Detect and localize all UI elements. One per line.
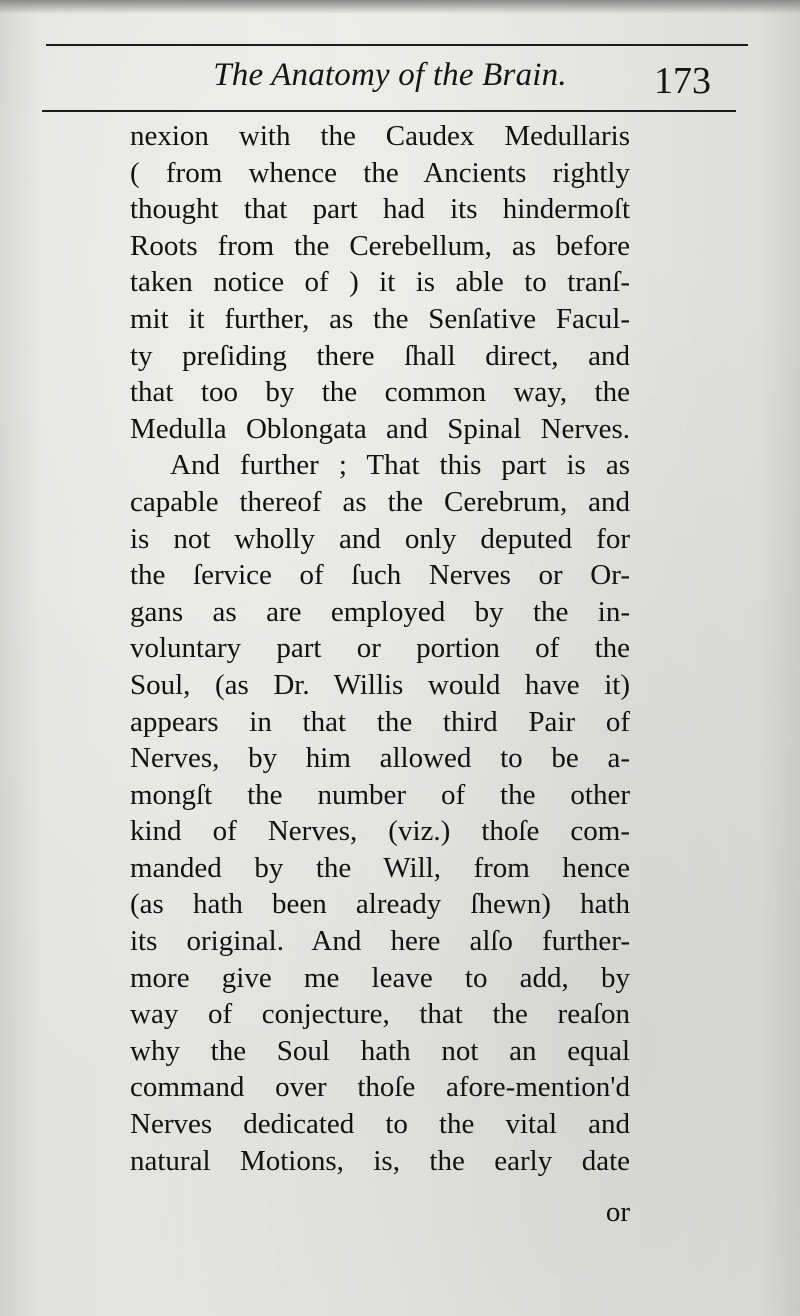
text-line: kind of Nerves, (viz.) thoſe com- <box>130 815 630 848</box>
text-line: voluntary part or portion of the <box>130 632 630 665</box>
text-line: Medulla Oblongata and Spinal Nerves. <box>130 412 630 445</box>
text-line: mit it further, as the Senſative Facul- <box>130 302 630 335</box>
text-line: manded by the Will, from hence <box>130 851 630 884</box>
text-line: the ſervice of ſuch Nerves or Or- <box>130 559 630 592</box>
text-line: way of conjecture, that the reaſon <box>130 998 630 1031</box>
text-line: ty preſiding there ſhall direct, and <box>130 339 630 372</box>
text-line: is not wholly and only deputed for <box>130 522 630 555</box>
text-line: command over thoſe afore-mention'd <box>130 1071 630 1104</box>
text-line: Nerves, by him allowed to be a- <box>130 742 630 775</box>
text-line: why the Soul hath not an equal <box>130 1034 630 1067</box>
header-rule-bottom <box>42 110 736 112</box>
running-head: The Anatomy of the Brain. <box>213 57 567 93</box>
text-line: more give me leave to add, by <box>130 961 630 994</box>
text-line: its original. And here alſo further- <box>130 925 630 958</box>
header-rule-top <box>46 44 748 46</box>
text-line: thought that part had its hindermoſt <box>130 193 630 226</box>
text-line: ( from whence the Ancients rightly <box>130 156 630 189</box>
text-line: Soul, (as Dr. Willis would have it) <box>130 668 630 701</box>
text-line: natural Motions, is, the early date <box>130 1144 630 1177</box>
text-line: Roots from the Cerebellum, as before <box>130 229 630 262</box>
text-line: gans as are employed by the in- <box>130 595 630 628</box>
page-number: 173 <box>654 60 711 102</box>
text-line: mongſt the number of the other <box>130 778 630 811</box>
text-line-paragraph-start: And further ; That this part is as <box>170 449 630 482</box>
text-line: taken notice of ) it is able to tranſ- <box>130 266 630 299</box>
text-line: capable thereof as the Cerebrum, and <box>130 485 630 518</box>
text-line: (as hath been already ſhewn) hath <box>130 888 630 921</box>
body-text <box>130 118 630 1238</box>
catchword: or <box>605 1196 630 1228</box>
text-line: nexion with the Caudex Medullaris <box>130 120 630 152</box>
page-top-edge-shadow <box>0 0 800 14</box>
text-line: that too by the common way, the <box>130 376 630 409</box>
text-line: Nerves dedicated to the vital and <box>130 1108 630 1141</box>
text-line: appears in that the third Pair of <box>130 705 630 738</box>
